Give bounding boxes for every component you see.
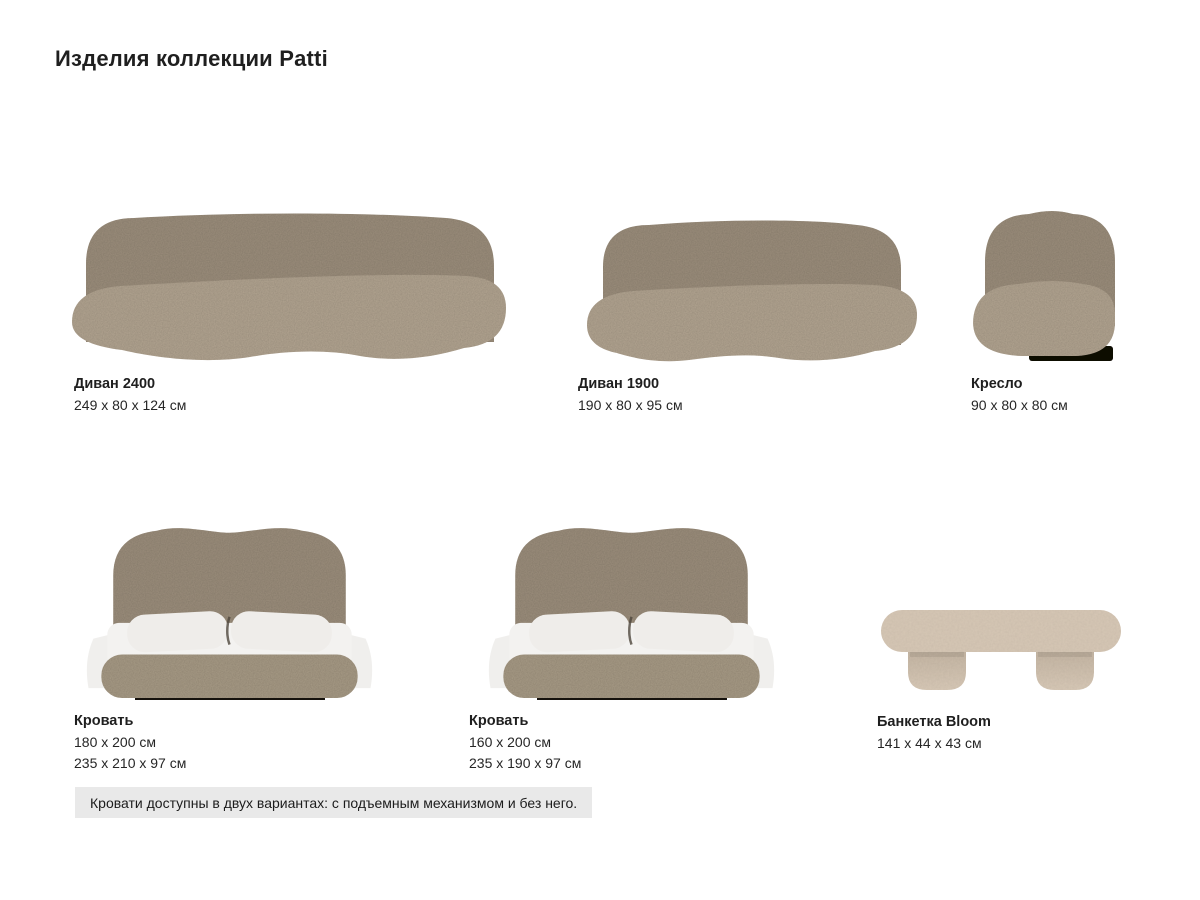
bench-top-slab xyxy=(881,610,1121,652)
product-card-sofa-1900 xyxy=(573,197,930,416)
product-dimensions: 160 x 200 см xyxy=(469,734,552,750)
product-caption xyxy=(74,710,397,774)
product-card-armchair xyxy=(963,196,1138,416)
product-card-bed-180 xyxy=(62,512,397,774)
bed-180-illustration xyxy=(62,512,397,700)
product-caption xyxy=(469,710,803,774)
bench-bloom-illustration xyxy=(876,602,1126,694)
product-name: Кровать xyxy=(74,713,134,729)
sofa-1900-illustration xyxy=(573,197,930,370)
bed-pillow-left xyxy=(528,610,631,653)
product-name: Диван 2400 xyxy=(74,376,156,392)
product-name: Кровать xyxy=(469,713,529,729)
sofa-seat-shape xyxy=(587,284,917,361)
product-name: Кресло xyxy=(971,376,1023,392)
bed-160-illustration xyxy=(460,512,803,700)
bed-pillow-right xyxy=(632,610,735,653)
note-text: Кровати доступны в двух вариантах: с подъемным механизмом и без него. xyxy=(90,794,578,811)
sofa-seat-shape xyxy=(72,275,506,360)
product-dimensions: 141 x 44 x 43 см xyxy=(877,735,982,751)
armchair-seat-shape xyxy=(973,281,1115,356)
product-caption xyxy=(74,373,520,416)
bench-leg-shadow-left xyxy=(910,652,964,657)
product-dimensions: 90 x 80 x 80 см xyxy=(971,397,1068,413)
bed-pillow-right xyxy=(230,610,333,653)
product-dimensions: 249 x 80 x 124 см xyxy=(74,397,187,413)
product-name: Банкетка Bloom xyxy=(877,714,991,730)
product-card-sofa-2400 xyxy=(60,192,520,416)
product-caption xyxy=(877,711,1126,754)
product-dimensions: 235 x 210 x 97 см xyxy=(74,755,187,771)
product-dimensions: 235 x 190 x 97 см xyxy=(469,755,582,771)
product-dimensions: 190 x 80 x 95 см xyxy=(578,397,683,413)
armchair-illustration xyxy=(963,196,1138,370)
bed-frame-shape xyxy=(503,654,759,698)
product-caption xyxy=(971,373,1138,416)
product-name: Диван 1900 xyxy=(578,376,660,392)
bed-pillow-left xyxy=(126,610,229,653)
bed-frame-shape xyxy=(101,654,357,698)
note-banner xyxy=(75,787,592,818)
bench-leg-shadow-right xyxy=(1038,652,1092,657)
product-caption xyxy=(578,373,930,416)
page-title: Изделия коллекции Patti xyxy=(55,46,328,71)
product-card-bed-160 xyxy=(460,512,803,774)
sofa-2400-illustration xyxy=(60,192,520,370)
product-card-bench-bloom xyxy=(876,602,1126,754)
product-dimensions: 180 x 200 см xyxy=(74,734,157,750)
